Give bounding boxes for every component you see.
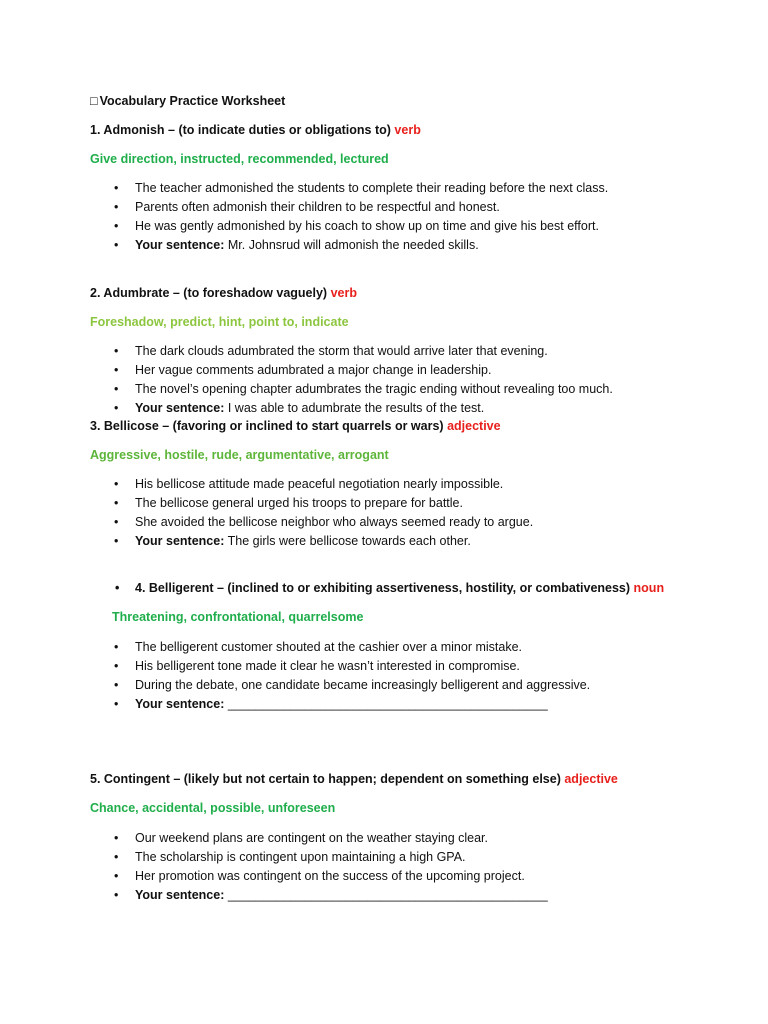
placeholder-glyph-icon: □: [90, 94, 98, 108]
your-sentence-blank: ______________________________________________: [227, 697, 548, 711]
entry-5-examples: [90, 829, 690, 905]
entry-3-heading: [90, 419, 501, 433]
entry-heading-text: 5. Contingent – (likely but not certain to happen; dependent on something else): [90, 772, 561, 786]
entry-3-synonyms: Aggressive, hostile, rude, argumentative, arrogant: [90, 448, 389, 462]
your-sentence-text: The girls were bellicose towards each other.: [227, 534, 471, 548]
example-sentence: • Parents often admonish their children to be respectful and honest.: [90, 198, 690, 217]
entry-2-heading: [90, 286, 357, 300]
entry-1-heading: [90, 123, 421, 137]
your-sentence-item: [90, 236, 690, 255]
your-sentence-label: Your sentence:: [135, 534, 225, 548]
heading-bullet-icon: •: [115, 581, 120, 595]
example-sentence: • The bellicose general urged his troops to prepare for battle.: [90, 494, 690, 513]
example-sentence: • The belligerent customer shouted at the cashier over a minor mistake.: [90, 638, 690, 657]
example-sentence: • Our weekend plans are contingent on the weather staying clear.: [90, 829, 690, 848]
entry-4-synonyms: Threatening, confrontational, quarrelsome: [112, 610, 364, 624]
entry-heading-text: 4. Belligerent – (inclined to or exhibiting assertiveness, hostility, or combativeness): [135, 581, 631, 595]
part-of-speech: adjective: [447, 419, 501, 433]
entry-5-synonyms: Chance, accidental, possible, unforeseen: [90, 801, 336, 815]
entry-5-heading: [90, 772, 618, 786]
example-sentence: • Her promotion was contingent on the success of the upcoming project.: [90, 867, 690, 886]
your-sentence-item: [90, 532, 690, 551]
part-of-speech: verb: [394, 123, 421, 137]
example-sentence: • The scholarship is contingent upon maintaining a high GPA.: [90, 848, 690, 867]
your-sentence-label: Your sentence:: [135, 238, 225, 252]
entry-4-examples: [90, 638, 690, 714]
example-sentence: • The dark clouds adumbrated the storm that would arrive later that evening.: [90, 342, 690, 361]
example-sentence: • Her vague comments adumbrated a major change in leadership.: [90, 361, 690, 380]
your-sentence-item: [90, 886, 690, 905]
entry-heading-text: 1. Admonish – (to indicate duties or obligations to): [90, 123, 391, 137]
entry-1-examples: [90, 179, 690, 255]
your-sentence-item: [90, 399, 690, 418]
entry-4-heading: [135, 581, 664, 595]
your-sentence-text: I was able to adumbrate the results of the test.: [227, 401, 485, 415]
example-sentence: • He was gently admonished by his coach to show up on time and give his best effort.: [90, 217, 690, 236]
entry-3-examples: [90, 475, 690, 551]
part-of-speech: verb: [330, 286, 357, 300]
worksheet-title-text: Vocabulary Practice Worksheet: [99, 94, 286, 108]
your-sentence-item: [90, 695, 690, 714]
example-sentence: • During the debate, one candidate became increasingly belligerent and aggressive.: [90, 676, 690, 695]
entry-1-synonyms: Give direction, instructed, recommended, lectured: [90, 152, 389, 166]
your-sentence-blank: ______________________________________________: [227, 888, 548, 902]
example-sentence: • She avoided the bellicose neighbor who always seemed ready to argue.: [90, 513, 690, 532]
worksheet-title: [90, 94, 285, 108]
example-sentence: • The teacher admonished the students to complete their reading before the next class.: [90, 179, 690, 198]
example-sentence: • The novel’s opening chapter adumbrates the tragic ending without revealing too much.: [90, 380, 690, 399]
your-sentence-label: Your sentence:: [135, 697, 225, 711]
example-sentence: • His belligerent tone made it clear he wasn’t interested in compromise.: [90, 657, 690, 676]
entry-heading-text: 3. Bellicose – (favoring or inclined to start quarrels or wars): [90, 419, 444, 433]
your-sentence-label: Your sentence:: [135, 888, 225, 902]
your-sentence-label: Your sentence:: [135, 401, 225, 415]
your-sentence-text: Mr. Johnsrud will admonish the needed skills.: [227, 238, 479, 252]
part-of-speech: noun: [633, 581, 665, 595]
entry-2-synonyms: Foreshadow, predict, hint, point to, indicate: [90, 315, 349, 329]
entry-2-examples: [90, 342, 690, 418]
entry-heading-text: 2. Adumbrate – (to foreshadow vaguely): [90, 286, 328, 300]
part-of-speech: adjective: [564, 772, 618, 786]
example-sentence: • His bellicose attitude made peaceful negotiation nearly impossible.: [90, 475, 690, 494]
